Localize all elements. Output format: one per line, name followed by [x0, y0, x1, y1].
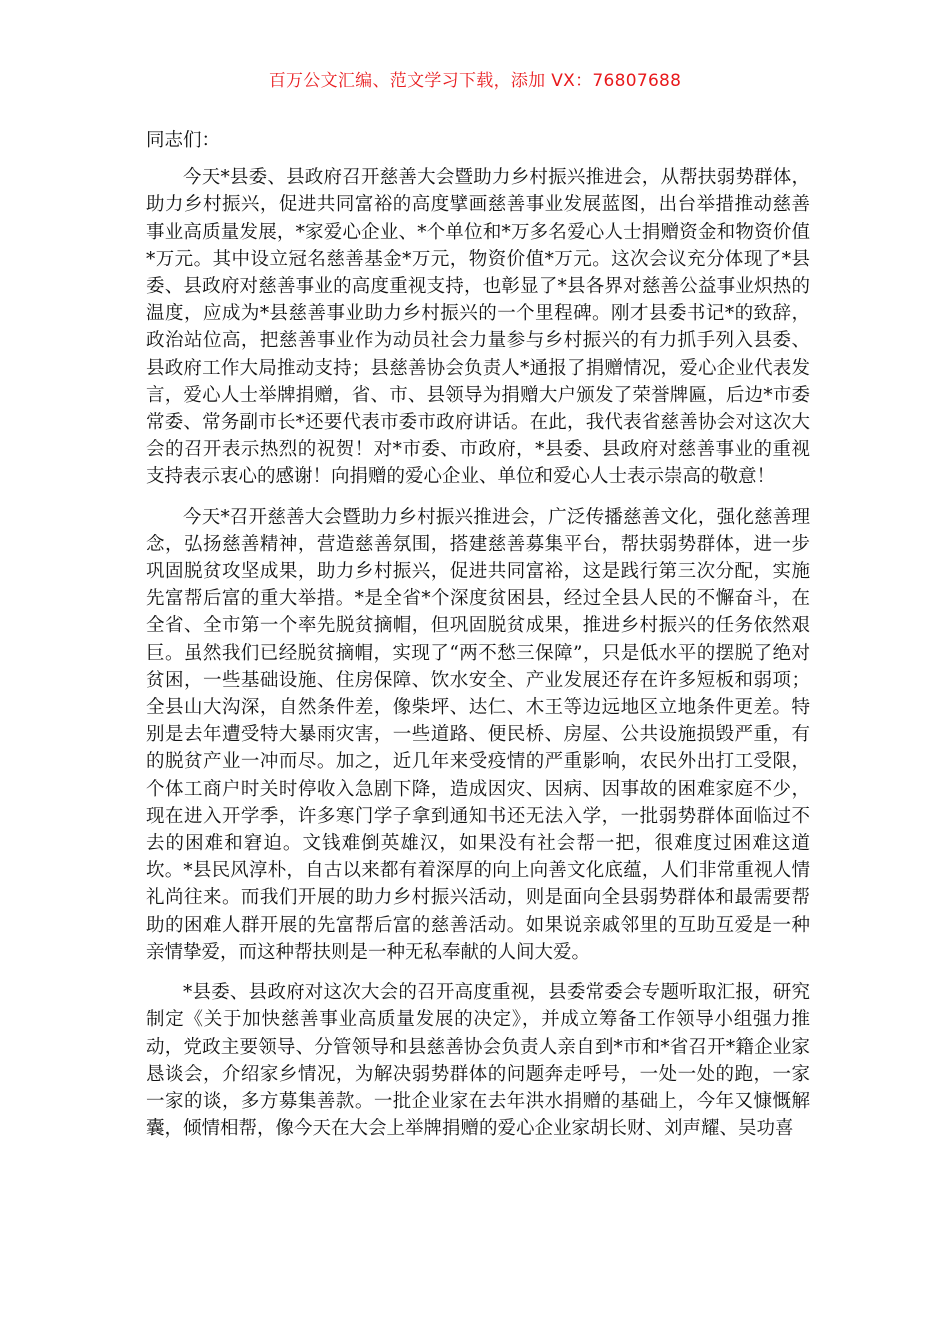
paragraph-3: *县委、县政府对这次大会的召开高度重视，县委常委会专题听取汇报，研究制定《关于加快慈善事业高质量发展的决定》，并成立筹备工作领导小组强力推动，党政主要领导、分管领导和县慈善协会负责人亲自到*市和*省召开*籍企业家恳谈会，介绍家乡情况，为解决弱势群体的问题奔走呼号，一处一处的跑，一家一家的谈，多方募集善款。一批企业家在去年洪水捐赠的基础上，今年又慷慨解囊，倾情相帮，像今天在大会上举牌捐赠的爱心企业家胡长财、刘声耀、吴功喜: [146, 982, 810, 1140]
document-body: [146, 127, 810, 1155]
paragraph-1: 今天*县委、县政府召开慈善大会暨助力乡村振兴推进会，从帮扶弱势群体，助力乡村振兴，促进共同富裕的高度擘画慈善事业发展蓝图，出台举措推动慈善事业高质量发展，*家爱心企业、*个单位和*万多名爱心人士捐赠资金和物资价值*万元。其中设立冠名慈善基金*万元，物资价值*万元。这次会议充分体现了*县委、县政府对慈善事业的高度重视支持，也彰显了*县各界对慈善公益事业炽热的温度，应成为*县慈善事业助力乡村振兴的一个里程碑。刚才县委书记*的致辞，政治站位高，把慈善事业作为动员社会力量参与乡村振兴的有力抓手列入县委、县政府工作大局推动支持；县慈善协会负责人*通报了捐赠情况，爱心企业代表发言，爱心人士举牌捐赠，省、市、县领导为捐赠大户颁发了荣誉牌匾，后边*市委常委、常务副市长*还要代表市委市政府讲话。在此，我代表省慈善协会对这次大会的召开表示热烈的祝贺！对*市委、市政府，*县委、县政府对慈善事业的重视支持表示衷心的感谢！向捐赠的爱心企业、单位和爱心人士表示崇高的敬意！: [146, 167, 810, 488]
salutation: 同志们：: [146, 130, 221, 151]
header-banner: 百万公文汇编、范文学习下载，添加 VX：76807688: [268, 71, 682, 91]
paragraph-2: 今天*召开慈善大会暨助力乡村振兴推进会，广泛传播慈善文化，强化慈善理念，弘扬慈善精神，营造慈善氛围，搭建慈善募集平台，帮扶弱势群体，进一步巩固脱贫攻坚成果，助力乡村振兴，促进共同富裕，这是践行第三次分配，实施先富帮后富的重大举措。*是全省*个深度贫困县，经过全县人民的不懈奋斗，在全省、全市第一个率先脱贫摘帽，但巩固脱贫成果，推进乡村振兴的任务依然艰巨。虽然我们已经脱贫摘帽，实现了“两不愁三保障”，只是低水平的摆脱了绝对贫困，一些基础设施、住房保障、饮水安全、产业发展还存在许多短板和弱项；全县山大沟深，自然条件差，像柴坪、达仁、木王等边远地区立地条件更差。特别是去年遭受特大暴雨灾害，一些道路、便民桥、房屋、公共设施损毁严重，有的脱贫产业一冲而尽。加之，近几年来受疫情的严重影响，农民外出打工受限，个体工商户时关时停收入急剧下降，造成因灾、因病、因事故的困难家庭不少，现在进入开学季，许多寒门学子拿到通知书还无法入学，一批弱势群体面临过不去的困难和窘迫。文钱难倒英雄汉，如果没有社会帮一把，很难度过困难这道坎。*县民风淳朴，自古以来都有着深厚的向上向善文化底蕴，人们非常重视人情礼尚往来。而我们开展的助力乡村振兴活动，则是面向全县弱势群体和最需要帮助的困难人群开展的先富帮后富的慈善活动。如果说亲戚邻里的互助互爱是一种亲情挚爱，而这种帮扶则是一种无私奉献的人间大爱。: [146, 506, 810, 963]
